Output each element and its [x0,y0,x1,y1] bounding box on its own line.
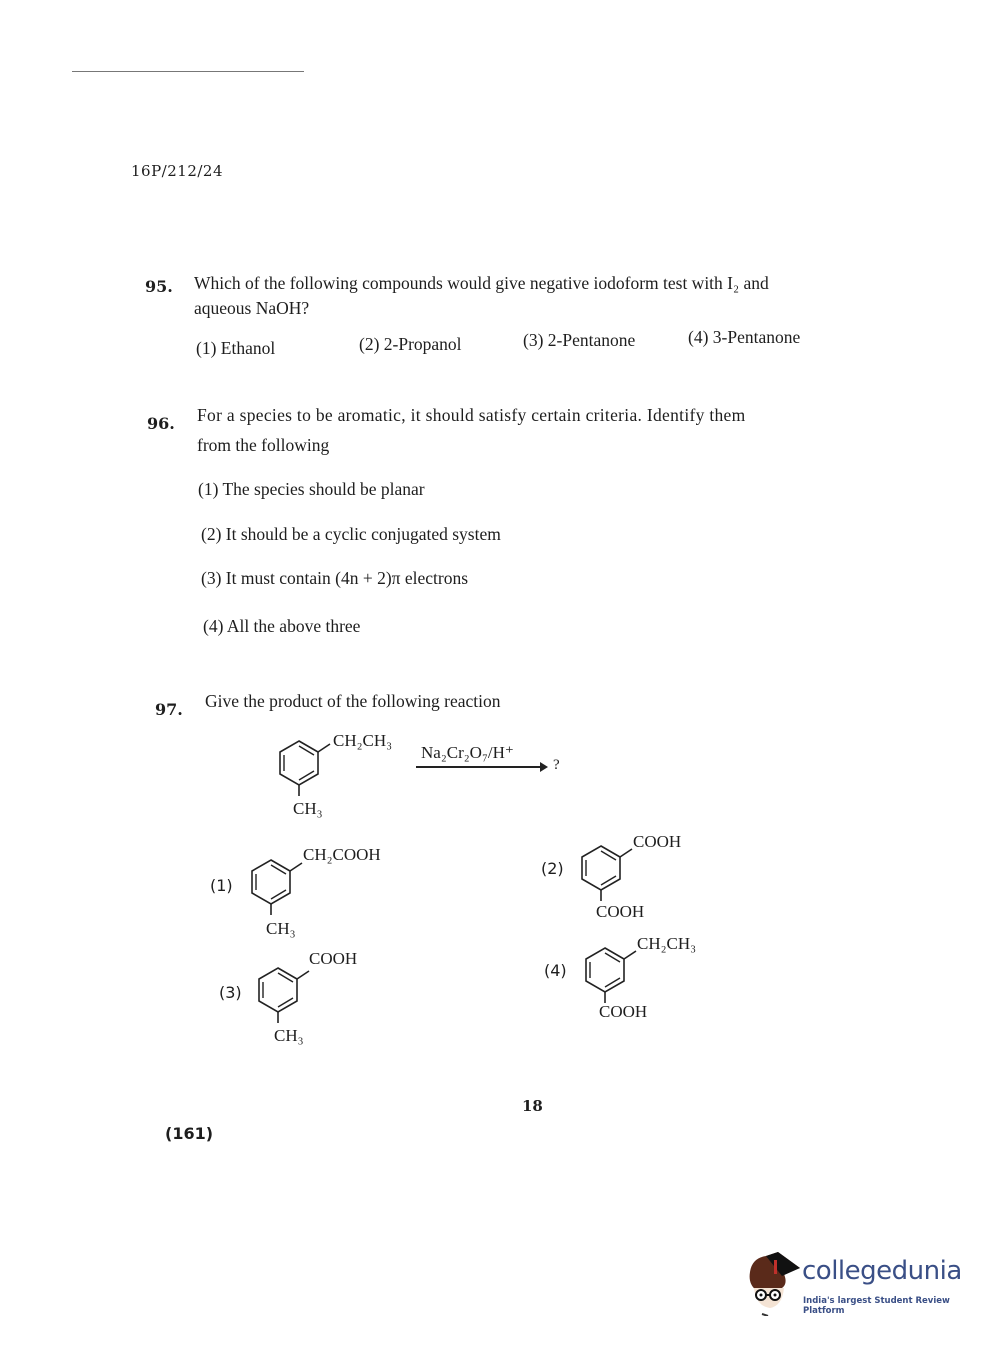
q95-option-3: (3) 2-Pentanone [523,330,636,350]
benzene-ring-icon [246,854,306,916]
q95-option-1: (1) Ethanol [196,338,276,358]
question-96-text: For a species to be aromatic, it should satisfy certain criteria. Identify them [197,405,746,425]
q96-option-3: (3) It must contain (4n + 2)π electrons [201,568,469,588]
reagent: Na₂Cr₂O₇/H⁺ [421,743,514,762]
q95-option-4: (4) 3-Pentanone [688,327,801,347]
question-96-text-2: from the following [197,435,330,455]
question-97-number: 97. [155,700,183,719]
q97-option-2-bottom: COOH [596,902,645,921]
q97-option-2-label: (2) [541,859,564,878]
paper-code: 16P/212/24 [131,162,224,180]
page-number: 18 [522,1097,543,1115]
reaction-arrow-icon [416,766,546,768]
question-95-number: 95. [145,277,173,296]
q97-option-1-label: (1) [210,876,233,895]
q97-option-1-top: CH₂COOH [303,845,381,864]
q97-option-3-top: COOH [309,949,358,968]
benzene-ring-icon [253,962,313,1024]
reaction-product: ? [553,757,560,773]
header-rule [72,71,304,72]
q97-option-4-label: (4) [544,961,567,980]
q96-option-4: (4) All the above three [203,616,361,636]
benzene-ring-icon [274,735,334,797]
brand-name: collegedunia [802,1256,962,1286]
brand-tagline: India's largest Student Review Platform [803,1296,950,1316]
mascot-logo-icon [744,1250,802,1316]
q97-option-1-bottom: CH₃ [266,919,296,938]
q96-option-1: (1) The species should be planar [198,479,425,499]
collegedunia-watermark [744,1250,969,1320]
q97-option-4-bottom: COOH [599,1002,648,1021]
question-97-text: Give the product of the following reaction [205,691,501,711]
question-95-text: Which of the following compounds would give negative iodoform test with I₂ and [194,273,769,293]
q97-option-3-label: (3) [219,983,242,1002]
reactant-top-substituent: CH₂CH₃ [333,731,393,750]
question-95-text-2: aqueous NaOH? [194,298,310,318]
benzene-ring-icon [576,840,636,902]
booklet-code: (161) [165,1124,214,1143]
q95-option-2: (2) 2-Propanol [359,334,462,354]
q97-option-2-top: COOH [633,832,682,851]
q96-option-2: (2) It should be a cyclic conjugated system [201,524,501,544]
q97-option-3-bottom: CH₃ [274,1026,304,1045]
question-96-number: 96. [147,414,175,433]
reactant-bottom-substituent: CH₃ [293,799,323,818]
benzene-ring-icon [580,942,640,1004]
q97-option-4-top: CH₂CH₃ [637,934,697,953]
